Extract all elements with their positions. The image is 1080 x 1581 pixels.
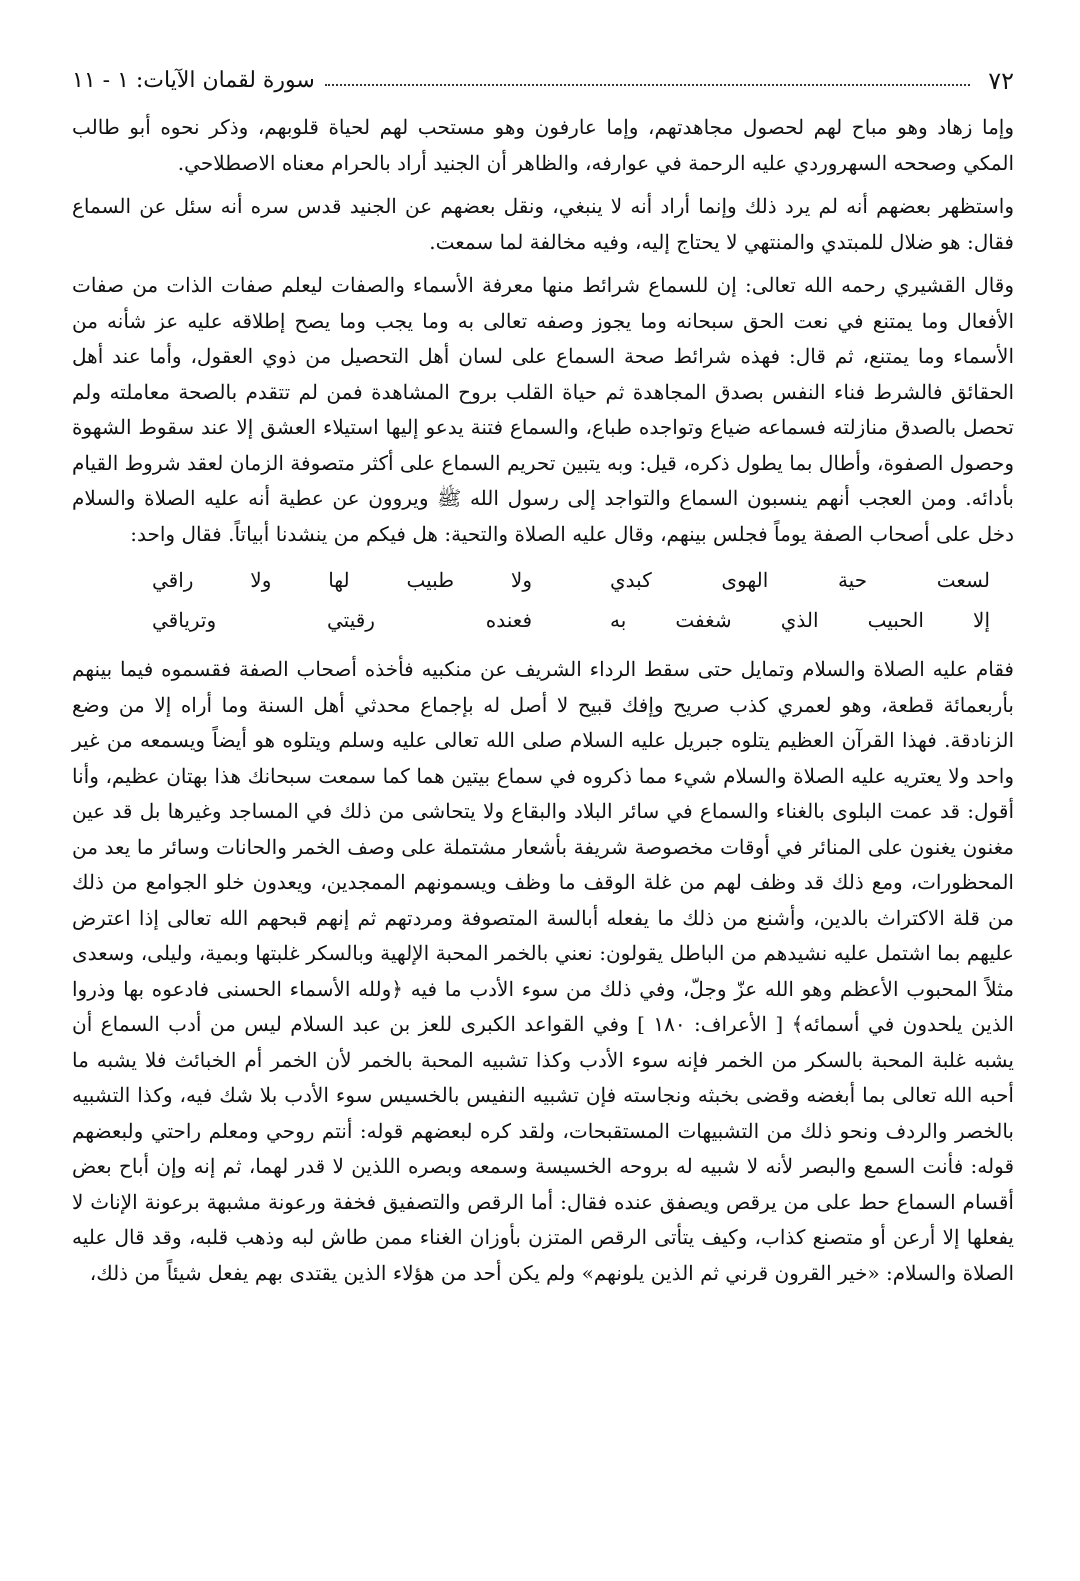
running-header xyxy=(72,66,1014,96)
header-dotted-leader xyxy=(325,84,970,86)
verse-second-hemistich: فعنده رقيتي وترياقي xyxy=(152,608,532,632)
verse-first-hemistich: إلا الحبيب الذي شغفت به xyxy=(610,608,990,632)
paragraph: وإما زهاد وهو مباح لهم لحصول مجاهدتهم، وإما عارفون وهو مستحب لهم لحياة قلوبهم، وذكر نحوه أبو طالب المكي وصححه السهروردي عليه الرحمة في عوارفه، والظاهر أن الجنيد أراد بالحرام معناه الاصطلاحي. xyxy=(72,115,1014,175)
page-number: ٧٢ xyxy=(988,67,1014,95)
verse-line xyxy=(72,600,1014,640)
paragraph: واستظهر بعضهم أنه لم يرد ذلك وإنما أراد أنه لا ينبغي، ونقل بعضهم عن الجنيد قدس سره أنه سئل عن السماع فقال: هو ضلال للمبتدي والمنتهي لا يحتاج إليه، وفيه مخالفة لما سمعت. xyxy=(72,194,1014,254)
verse-first-hemistich: لسعت حية الهوى كبدي xyxy=(610,568,990,592)
main-text xyxy=(72,110,1014,1291)
verse-second-hemistich: ولا طبيب لها ولا راقي xyxy=(152,568,532,592)
verse-line xyxy=(72,560,1014,600)
paragraph: فقام عليه الصلاة والسلام وتمايل حتى سقط الرداء الشريف عن منكبيه فأخذه أصحاب الصفة فقسموه فيما بينهم بأربعمائة قطعة، وهو لعمري كذب صريح وإفك قبيح لا أصل له بإجماع محدثي أهل السنة وما أراه إلا من وضع الزنادقة. فهذا القرآن العظيم يتلوه جبريل عليه السلام صلى الله تعالى عليه وسلم ويتلوه هو أيضاً ويسمعه من غير واحد ولا يعتريه عليه الصلاة والسلام شيء مما ذكروه في سماع بيتين هما كما سمعت سبحانك هذا بهتان عظيم، وأنا أقول: قد عمت البلوى بالغناء والسماع في سائر البلاد والبقاع ولا يتحاشى من ذلك في المساجد وغيرها بل قد عين مغنون يغنون على المنائر في أوقات مخصوصة شريفة بأشعار مشتملة على وصف الخمر والحانات وسائر ما يعد من المحظورات، ومع ذلك قد وظف لهم من غلة الوقف ما وظف ويسمونهم الممجدين، ويعدون خلو الجوامع من ذلك من قلة الاكتراث بالدين، وأشنع من ذلك ما يفعله أبالسة المتصوفة ومردتهم ثم إنهم قبحهم الله تعالى إذا اعترض عليهم بما اشتمل عليه نشيدهم من الباطل يقولون: نعني بالخمر المحبة الإلهية وبالسكر غلبتها وبمية، وليلى، وسعدى مثلاً المحبوب الأعظم وهو الله عزّ وجلّ، وفي ذلك من سوء الأدب ما فيه ﴿ولله الأسماء الحسنى فادعوه بها وذروا الذين يلحدون في أسمائه﴾ [ الأعراف: ١٨٠ ] وفي القواعد الكبرى للعز بن عبد السلام ليس من أدب السماع أن يشبه غلبة المحبة بالسكر من الخمر فإنه سوء الأدب وكذا تشبيه المحبة بالخمر لأن الخمر أم الخبائث فلا يشبه ما أحبه الله تعالى بما أبغضه وقضى بخبثه ونجاسته فإن تشبيه النفيس بالخسيس سوء الأدب بلا شك فيه، وكذا التشبيه بالخصر والردف ونحو ذلك من التشبيهات المستقبحات، ولقد كره لبعضهم قوله: أنتم روحي ومعلم راحتي ولبعضهم قوله: فأنت السمع والبصر لأنه لا شبيه له بروحه الخسيسة وسمعه وبصره اللذين لا قدر لهما، ثم إنه وإن أباح بعض أقسام السماع حط على من يرقص ويصفق عنده فقال: أما الرقص والتصفيق فخفة ورعونة مشبهة برعونة الإناث لا يفعلها إلا أرعن أو متصنع كذاب، وكيف يتأتى الرقص المتزن بأوزان الغناء ممن طاش لبه وذهب قلبه، وقد قال عليه الصلاة والسلام: «خير القرون قرني ثم الذين يلونهم» ولم يكن أحد من هؤلاء الذين يقتدى بهم يفعل شيئاً من ذلك، xyxy=(72,657,1015,1285)
paragraph: وقال القشيري رحمه الله تعالى: إن للسماع شرائط منها معرفة الأسماء والصفات ليعلم صفات الذات من صفات الأفعال وما يمتنع في نعت الحق سبحانه وما يجوز وصفه تعالى به وما يجب وما يصح إطلاقه عليه عز شأنه من الأسماء وما يمتنع، ثم قال: فهذه شرائط صحة السماع على لسان أهل التحصيل من ذوي العقول، وأما عند أهل الحقائق فالشرط فناء النفس بصدق المجاهدة ثم حياة القلب بروح المشاهدة فمن لم تتقدم بالصحة معاملته ولم تحصل بالصدق منازلته فسماعه ضياع وتواجده طباع، والسماع فتنة يدعو إليها استيلاء العشق إلا عند سقوط الشهوة وحصول الصفوة، وأطال بما يطول ذكره، قيل: وبه يتبين تحريم السماع على أكثر متصوفة الزمان لعقد شروط القيام بأدائه. ومن العجب أنهم ينسبون السماع والتواجد إلى رسول الله ﷺ ويروون عن عطية أنه عليه الصلاة والسلام دخل على أصحاب الصفة يوماً فجلس بينهم، وقال عليه الصلاة والتحية: هل فيكم من ينشدنا أبياتاً. فقال واحد: xyxy=(72,273,1014,546)
surah-title: سورة لقمان الآيات: ١ - ١١ xyxy=(72,68,315,93)
poem-verses xyxy=(72,560,1014,640)
